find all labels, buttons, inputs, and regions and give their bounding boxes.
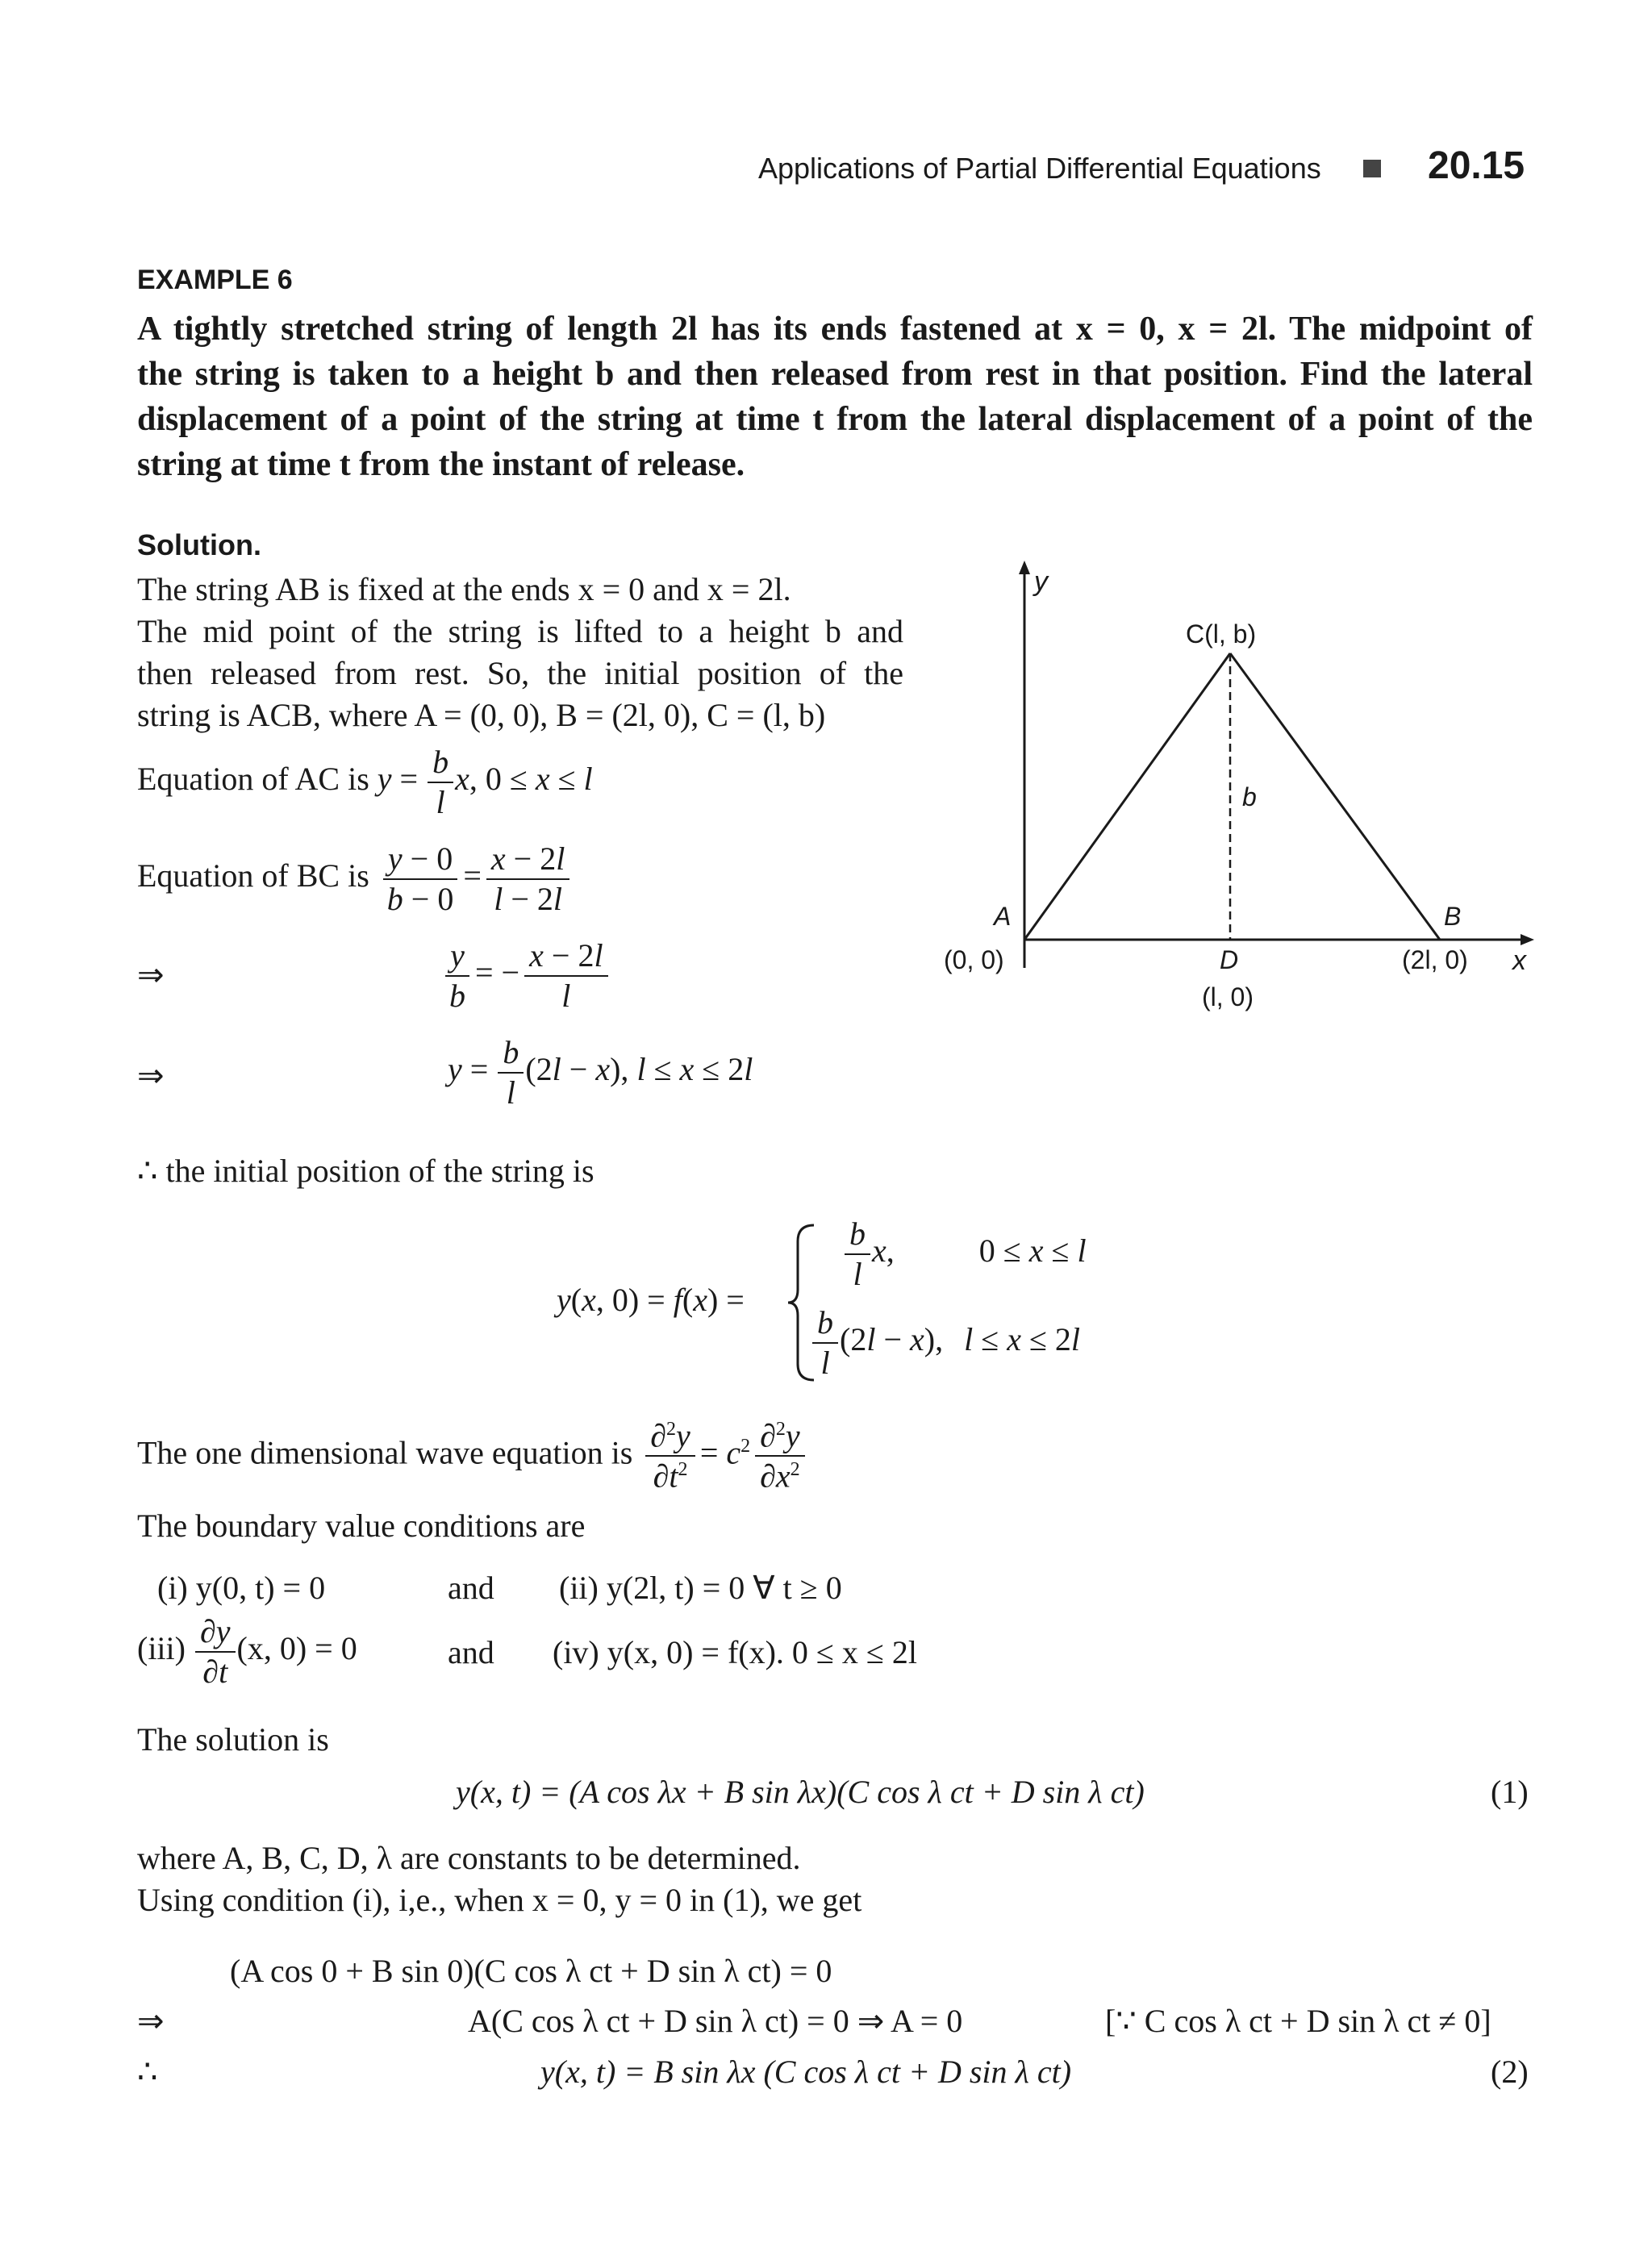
- step-1: (A cos 0 + B sin 0)(C cos λ ct + D sin λ ct) = 0: [230, 1953, 832, 1989]
- y-axis-label: y: [1034, 566, 1048, 597]
- problem-statement: [137, 306, 1533, 487]
- condition-i: (i) y(0, t) = 0: [157, 1570, 326, 1606]
- condition-iii-tail: (x, 0) = 0: [236, 1630, 357, 1667]
- running-title: Applications of Partial Differential Equations: [758, 152, 1321, 185]
- general-solution: y(x, t) = (A cos λx + B sin λx)(C cos λ ct + D sin λ ct): [456, 1774, 1145, 1810]
- intro-line: then released from rest. So, the initial position of the: [137, 655, 903, 691]
- piecewise-lhs: y(x, 0) = f(x) =: [557, 1282, 745, 1318]
- step-2: A(C cos λ ct + D sin λ ct) = 0 ⇒ A = 0: [468, 2003, 963, 2039]
- point-a-label: A: [994, 902, 1012, 931]
- point-d-coord: (l, 0): [1202, 982, 1254, 1011]
- intro-line: The mid point of the string is lifted to a height b and: [137, 613, 903, 649]
- equation-bc-math: $\frac{y - 0}{b - 0}$ = $\frac{x - 2l}{l - 2l}$: [378, 857, 575, 894]
- solution-is-text: The solution is: [137, 1721, 329, 1758]
- piecewise-case-1: $\frac{b}{l}$ x, 0 ≤ x ≤ l: [843, 1218, 1087, 1291]
- equation-bc-label: Equation of BC is: [137, 857, 369, 894]
- problem-line: A tightly stretched string of length 2l has its ends fastened at x = 0, x = 2l. The midpoint of: [137, 311, 1533, 348]
- intro-line: string is ACB, where A = (0, 0), B = (2l, 0), C = (l, b): [137, 697, 826, 733]
- condition-iii-label: (iii): [137, 1630, 186, 1667]
- problem-line: string at time t from the instant of release.: [137, 446, 745, 483]
- problem-line: the string is taken to a height b and then released from rest in that position. Find the lateral: [137, 356, 1533, 393]
- implies-symbol: ⇒: [137, 957, 165, 993]
- segment-cb: [1230, 653, 1440, 940]
- condition-and: and: [448, 1570, 494, 1606]
- using-condition-text: Using condition (i), i,e., when x = 0, y = 0 in (1), we get: [137, 1882, 862, 1918]
- equation-number-2: (2): [1491, 2054, 1529, 2090]
- point-b-coord: (2l, 0): [1402, 945, 1468, 974]
- equation-number-1: (1): [1491, 1774, 1529, 1810]
- point-a-coord: (0, 0): [944, 945, 1004, 974]
- triangle-figure: [928, 557, 1557, 1032]
- x-axis-label: x: [1512, 945, 1526, 976]
- therefore-symbol: ∴: [137, 2054, 158, 2090]
- problem-line: displacement of a point of the string at time t from the lateral displacement of a point of the: [137, 401, 1533, 438]
- point-d-label: D: [1220, 945, 1239, 974]
- height-b-label: b: [1242, 782, 1257, 811]
- implies-symbol: ⇒: [137, 2003, 165, 2039]
- segment-ac: [1024, 653, 1230, 940]
- condition-iv: (iv) y(x, 0) = f(x). 0 ≤ x ≤ 2l: [553, 1634, 917, 1670]
- wave-equation-text: The one dimensional wave equation is: [137, 1434, 633, 1471]
- step-2-reason: [∵ C cos λ ct + D sin λ ct ≠ 0]: [1105, 2003, 1491, 2039]
- condition-iii: (iii) $\frac{\partial y}{\partial t}$ (x, 0) = 0: [137, 1613, 357, 1690]
- wave-equation: The one dimensional wave equation is $\frac{\partial^2y}{\partial t^2}$ = $c^2$ $\frac{\partial^2y}{\partial x^2}$: [137, 1420, 810, 1493]
- step-3: y(x, t) = B sin λx (C cos λ ct + D sin λ ct): [540, 2054, 1072, 2090]
- intro-line: The string AB is fixed at the ends x = 0 and x = 2l.: [137, 571, 791, 607]
- square-bullet-icon: [1363, 160, 1381, 177]
- solution-label: Solution.: [137, 528, 261, 561]
- equation-bc-step: $\frac{y}{b}$ = − $\frac{x - 2l}{l}$: [440, 940, 613, 1012]
- implies-symbol: ⇒: [137, 1057, 165, 1094]
- piecewise-case-2: $\frac{b}{l}$ (2l − x), l ≤ x ≤ 2l: [811, 1307, 1080, 1379]
- y-axis: [1019, 561, 1030, 968]
- equation-ac-label: Equation of AC is: [137, 761, 369, 798]
- equation-bc: [137, 840, 574, 917]
- equation-bc-final: y = $\frac{b}{l}$ (2l − x), l ≤ x ≤ 2l: [448, 1034, 753, 1111]
- boundary-text: The boundary value conditions are: [137, 1507, 586, 1544]
- solution-intro: [137, 569, 903, 736]
- constants-text: where A, B, C, D, λ are constants to be determined.: [137, 1840, 801, 1876]
- page-number: 20.15: [1428, 144, 1525, 187]
- point-c-label: C(l, b): [1186, 619, 1257, 648]
- initial-position-text: ∴ the initial position of the string is: [137, 1153, 594, 1189]
- x-axis: [1024, 934, 1534, 945]
- condition-ii: (ii) y(2l, t) = 0 ∀ t ≥ 0: [559, 1570, 842, 1606]
- condition-and: and: [448, 1634, 494, 1670]
- equation-ac: [137, 746, 593, 819]
- example-label: EXAMPLE 6: [137, 265, 293, 295]
- equation-ac-math: y = $\frac{b}{l}$ x, 0 ≤ x ≤ l: [377, 744, 593, 820]
- point-b-label: B: [1444, 902, 1462, 931]
